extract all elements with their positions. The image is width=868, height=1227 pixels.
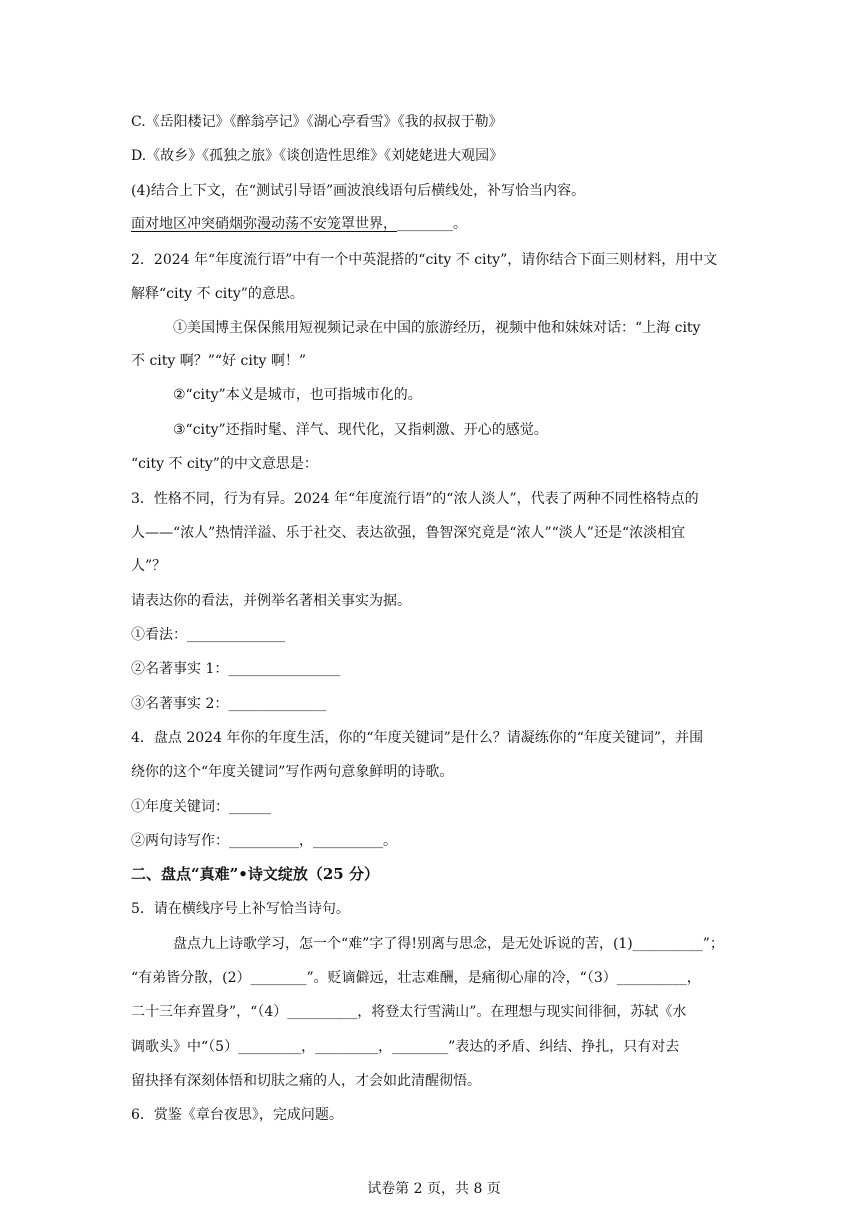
section-2-heading: 二、盘点“真难”•诗文绽放（25 分） [131, 865, 379, 883]
question-3-blank-1: ①看法：______________ [131, 627, 285, 643]
question-5-paragraph-cont4: 留抉择有深刻体悟和切肤之痛的人，才会如此清醒彻悟。 [131, 1073, 481, 1089]
material-2: ②“city”本义是城市，也可指城市化的。 [173, 387, 422, 403]
question-3-blank-3: ③名著事实 2：______________ [131, 696, 327, 712]
question-5-title: 5．请在横线序号上补写恰当诗句。 [131, 901, 350, 917]
question-5-paragraph-cont2: 二十三年弃置身”，“（4）__________，将登太行雪满山”。在理想与现实间徘徊，苏轼《水 [131, 1004, 687, 1020]
question-4-blank-1: ①年度关键词：______ [131, 799, 271, 815]
question-5-paragraph-cont3: 调歌头》中“（5）_________，_________，________”表达的矛盾、纠结、挣扎，只有对去 [131, 1039, 680, 1055]
question-2-answer-prompt: “city 不 city”的中文意思是： [131, 456, 318, 472]
wavy-underlined-sentence: 面对地区冲突硝烟弥漫动荡不安笼罩世界， [131, 216, 397, 232]
question-5-paragraph: 盘点九上诗歌学习，怎一个“难”字了得!别离与思念，是无处诉说的苦，(1)__________”； [173, 936, 724, 952]
wavy-sentence-line [131, 214, 467, 234]
question-5-paragraph-cont: “有弟皆分散，(2）________”。贬谪僻远，壮志难酬，是痛彻心扉的冷，“（3）__________， [131, 970, 701, 986]
question-3-title-cont: 人——“浓人”热情洋溢、乐于社交、表达欲强，鲁智深究竟是“浓人”“淡人”还是“浓淡相宜 [131, 525, 686, 541]
question-2-title-cont: 解释“city 不 city”的意思。 [131, 286, 304, 302]
question-4-title-cont: 绕你的这个“年度关键词”写作两句意象鲜明的诗歌。 [131, 764, 454, 780]
material-1: ①美国博主保保熊用短视频记录在中国的旅游经历，视频中他和妹妹对话：“上海 city [173, 320, 701, 336]
question-6-title: 6．赏鉴《章台夜思》，完成问题。 [131, 1107, 343, 1123]
question-3-blank-2: ②名著事实 1：________________ [131, 661, 341, 677]
option-c: C.《岳阳楼记》《醉翁亭记》《湖心亭看雪》《我的叔叔于勒》 [131, 114, 503, 130]
page-footer: 试卷第 2 页，共 8 页 [367, 1181, 501, 1197]
material-1-cont: 不 city 啊？”“好 city 啊！” [131, 353, 306, 369]
question-3-title: 3．性格不同，行为有异。2024 年“年度流行语”的“浓人淡人”，代表了两种不同性格特点的 [131, 491, 699, 507]
question-4-title: 4．盘点 2024 年你的年度生活，你的“年度关键词”是什么？请凝练你的“年度关键词”，并围 [131, 730, 704, 746]
question-3-instruction: 请表达你的看法，并例举名著相关事实为据。 [131, 593, 411, 609]
question-4-blank-2: ②两句诗写作：__________，__________。 [131, 833, 397, 849]
material-3: ③“city”还指时髦、洋气、现代化，又指刺激、开心的感觉。 [173, 422, 548, 438]
question-4-sub: (4)结合上下文，在“测试引导语”画波浪线语句后横线处，补写恰当内容。 [131, 183, 586, 199]
option-d: D.《故乡》《孤独之旅》《谈创造性思维》《刘姥姥进大观园》 [131, 148, 504, 164]
question-3-title-cont2: 人”？ [131, 558, 167, 574]
question-2-title: 2．2024 年“年度流行语”中有一个中英混搭的“city 不 city”，请你结合下面三则材料，用中文 [131, 252, 718, 268]
answer-blank: ________。 [397, 216, 467, 232]
